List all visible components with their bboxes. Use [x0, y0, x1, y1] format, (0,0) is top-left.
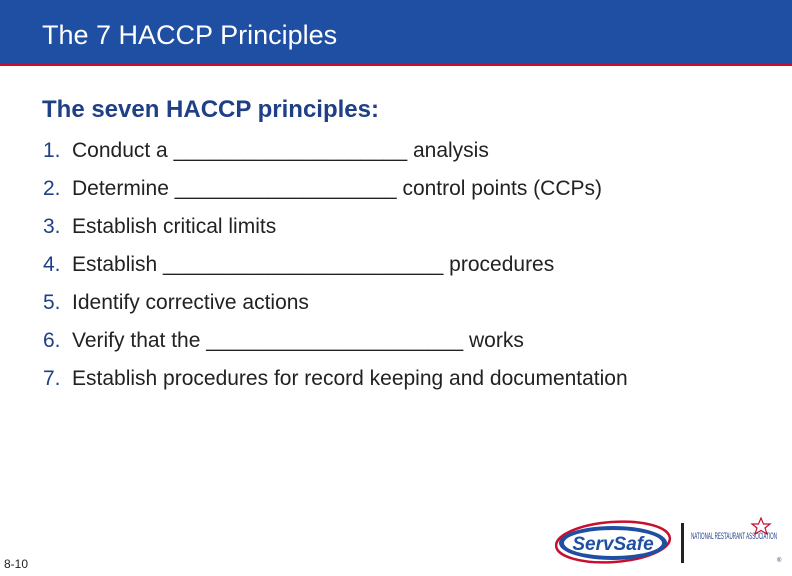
item-number: 4.	[43, 253, 61, 276]
item-text: Verify that the ______________________ works	[72, 329, 524, 352]
item-text: Conduct a ____________________ analysis	[72, 139, 489, 162]
list-item	[43, 365, 743, 393]
item-text: Establish ________________________ procedures	[72, 253, 555, 276]
item-text: Identify corrective actions	[72, 291, 309, 314]
item-number: 3.	[43, 215, 61, 238]
slide-number: 8-10	[4, 557, 29, 571]
slide-header	[0, 0, 792, 66]
item-text: Establish critical limits	[72, 215, 277, 238]
item-number: 7.	[43, 367, 61, 390]
list-item	[43, 175, 743, 203]
item-number: 2.	[43, 177, 61, 200]
item-text: Establish procedures for record keeping and documentation	[72, 367, 628, 390]
servsafe-logo	[555, 518, 671, 566]
slide-title: The 7 HACCP Principles	[42, 20, 338, 50]
list-item	[43, 327, 743, 355]
section-heading: The seven HACCP principles:	[42, 96, 379, 123]
nra-logo-text: NATIONAL RESTAURANT ASSOCIATION	[691, 531, 777, 541]
logos-svg	[555, 515, 785, 571]
list-item	[43, 289, 743, 317]
principles-list	[43, 137, 743, 403]
list-item	[43, 251, 743, 279]
nra-logo	[691, 518, 782, 564]
logo-divider	[681, 523, 684, 563]
list-item	[43, 137, 743, 165]
servsafe-logo-text: ServSafe	[572, 534, 654, 555]
item-number: 1.	[43, 139, 61, 162]
footer-logos	[555, 515, 785, 571]
list-item	[43, 213, 743, 241]
item-number: 6.	[43, 329, 61, 352]
svg-text:®: ®	[777, 558, 782, 564]
item-number: 5.	[43, 291, 61, 314]
item-text: Determine ___________________ control points (CCPs)	[72, 177, 603, 200]
